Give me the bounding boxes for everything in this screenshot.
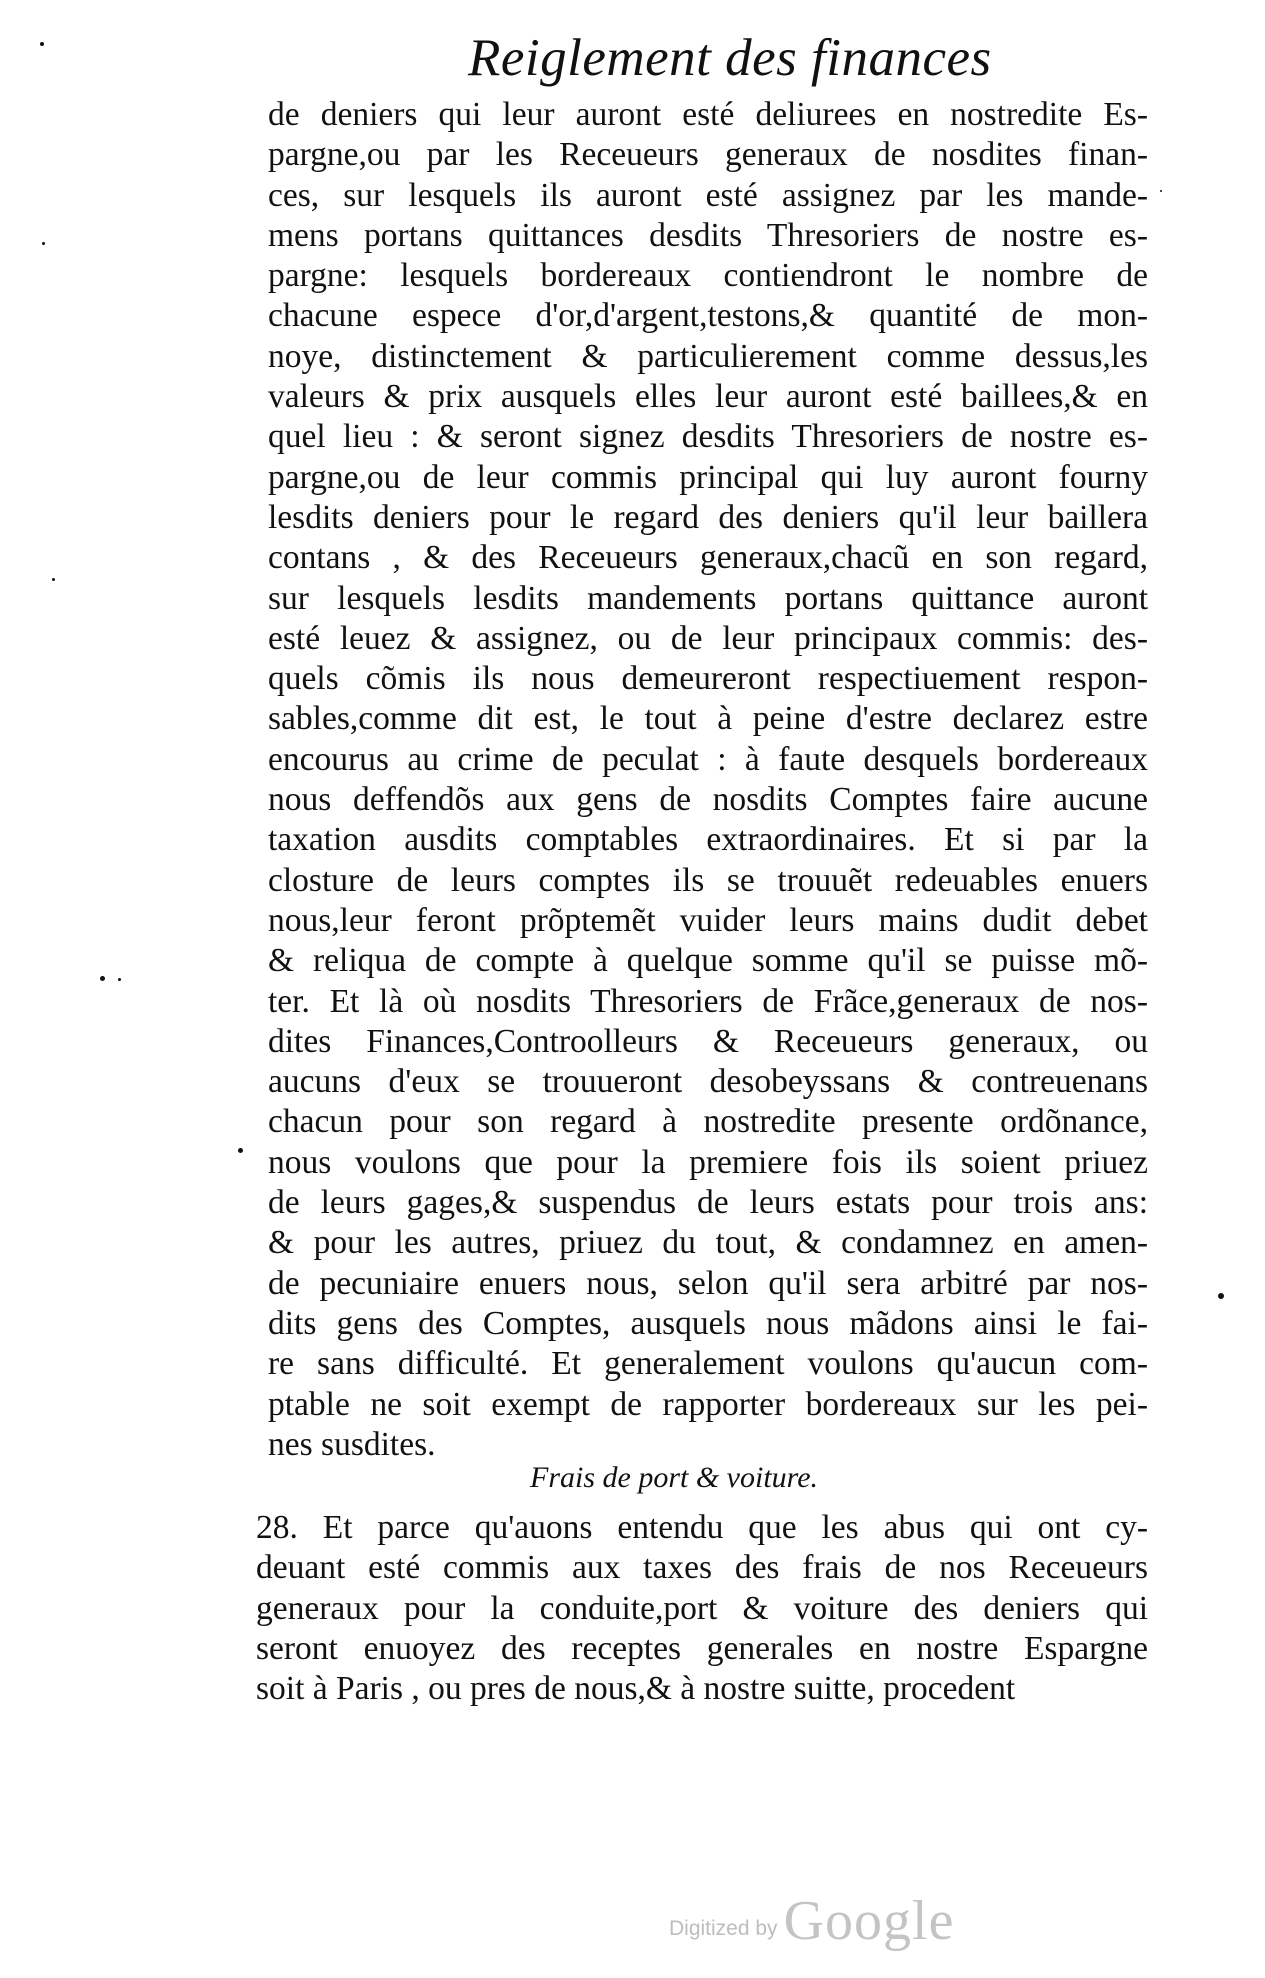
scan-speck: [118, 978, 121, 981]
scan-speck: [100, 976, 105, 981]
scan-speck: [238, 1148, 243, 1153]
text-line: valeurs & prix ausquels elles leur auront esté baillees,& en: [268, 378, 1148, 416]
text-line: dits gens des Comptes, ausquels nous mãdons ainsi le fai-: [268, 1304, 1148, 1342]
text-line: chacune espece d'or,d'argent,testons,& quantité de mon-: [268, 297, 1148, 335]
google-logo: Google: [783, 1890, 955, 1952]
text-line: encourus au crime de peculat : à faute desquels bordereaux: [268, 740, 1148, 778]
text-line: taxation ausdits comptables extraordinaires. Et si par la: [268, 821, 1148, 859]
text-line: de leurs gages,& suspendus de leurs estats pour trois ans:: [268, 1184, 1148, 1222]
text-line: 28. Et parce qu'auons entendu que les abus qui ont cy-: [256, 1509, 1148, 1546]
text-line: lesdits deniers pour le regard des deniers qu'il leur baillera: [268, 498, 1148, 536]
text-line: generaux pour la conduite,port & voiture des deniers qui: [256, 1589, 1148, 1627]
text-line: noye, distinctement & particulierement comme dessus,les: [268, 337, 1148, 375]
text-line: aucuns d'eux se trouueront desobeyssans & contreuenans: [268, 1063, 1148, 1101]
text-line: ter. Et là où nosdits Thresoriers de Frãce,generaux de nos-: [268, 982, 1148, 1020]
text-line: mens portans quittances desdits Thresoriers de nostre es-: [268, 216, 1148, 254]
scan-speck: [52, 578, 55, 581]
section-heading: Frais de port & voiture.: [530, 1461, 819, 1494]
text-line: seront enuoyez des receptes generales en nostre Espargne: [256, 1629, 1148, 1667]
body-text: [268, 95, 1148, 1465]
digitized-watermark: [669, 1890, 955, 1952]
text-line: nous,leur feront prõptemẽt vuider leurs mains dudit debet: [268, 901, 1148, 939]
text-line: nous voulons que pour la premiere fois ils soient priuez: [268, 1143, 1148, 1181]
text-line: contans , & des Receueurs generaux,chacũ en son regard,: [268, 539, 1148, 577]
text-line: nous deffendõs aux gens de nosdits Comptes faire aucune: [268, 781, 1148, 819]
text-line: pargne,ou de leur commis principal qui luy auront fourny: [268, 458, 1148, 496]
text-line: ces, sur lesquels ils auront esté assignez par les mande-: [268, 176, 1148, 214]
running-head: Reiglement des finances: [468, 29, 992, 87]
text-line: chacun pour son regard à nostredite presente ordõnance,: [268, 1103, 1148, 1141]
scan-speck: [42, 242, 45, 245]
text-line: pargne,ou par les Receueurs generaux de nosdites finan-: [268, 136, 1148, 174]
text-line: de deniers qui leur auront esté deliurees en nostredite Es-: [268, 96, 1148, 133]
scan-speck: [1160, 190, 1162, 192]
text-line: dites Finances,Controolleurs & Receueurs generaux, ou: [268, 1022, 1148, 1060]
scan-speck: [1218, 1293, 1224, 1299]
text-line: sables,comme dit est, le tout à peine d'estre declarez estre: [268, 700, 1148, 738]
text-line: deuant esté commis aux taxes des frais de nos Receueurs: [256, 1549, 1148, 1587]
text-line: soit à Paris , ou pres de nous,& à nostre suitte, procedent: [256, 1670, 1016, 1708]
digitized-label: Digitized by: [669, 1917, 778, 1940]
scan-speck: [40, 42, 44, 46]
text-line: closture de leurs comptes ils se trouuẽt redeuables enuers: [268, 861, 1148, 899]
text-line: nes susdites.: [268, 1425, 436, 1463]
text-line: quel lieu : & seront signez desdits Thresoriers de nostre es-: [268, 418, 1148, 456]
section-text: [256, 1508, 1148, 1709]
text-line: de pecuniaire enuers nous, selon qu'il sera arbitré par nos-: [268, 1264, 1148, 1302]
text-line: sur lesquels lesdits mandements portans quittance auront: [268, 579, 1148, 617]
text-line: & reliqua de compte à quelque somme qu'il se puisse mõ-: [268, 942, 1148, 980]
text-line: & pour les autres, priuez du tout, & condamnez en amen-: [268, 1224, 1148, 1262]
text-line: quels cõmis ils nous demeureront respectiuement respon-: [268, 660, 1148, 698]
text-line: pargne: lesquels bordereaux contiendront le nombre de: [268, 257, 1148, 295]
text-line: re sans difficulté. Et generalement voulons qu'aucun com-: [268, 1345, 1148, 1383]
text-line: ptable ne soit exempt de rapporter bordereaux sur les pei-: [268, 1385, 1148, 1423]
text-line: esté leuez & assignez, ou de leur principaux commis: des-: [268, 619, 1148, 657]
